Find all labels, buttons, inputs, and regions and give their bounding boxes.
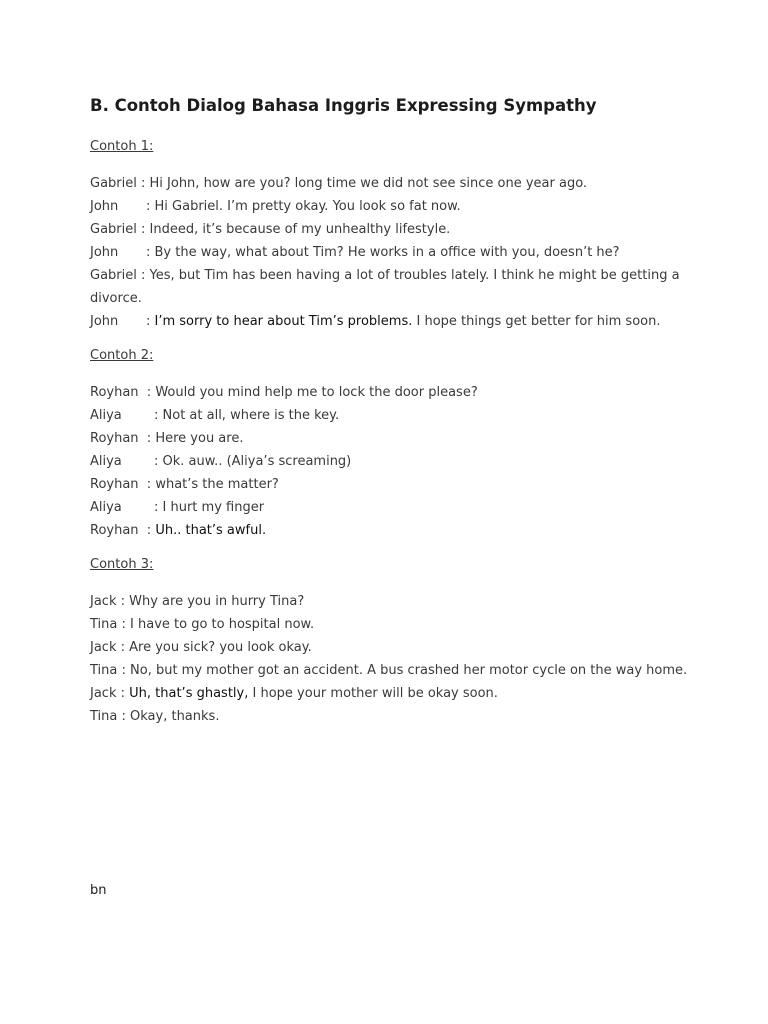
example-heading-3: Contoh 3:: [90, 557, 154, 572]
separator: :: [146, 199, 155, 214]
speaker-name: Royhan: [90, 477, 139, 492]
dialog-line: [90, 659, 690, 682]
separator: :: [117, 617, 131, 632]
dialog-line: [90, 381, 690, 404]
dialog-line: [90, 496, 690, 519]
dialog-text: No, but my mother got an accident. A bus crashed her motor cycle on the way home.: [130, 663, 688, 678]
dialog-line: [90, 195, 690, 218]
speaker-name: Jack: [90, 686, 117, 701]
speaker-name: Tina: [90, 617, 118, 632]
separator: :: [116, 640, 130, 655]
dialog-line: [90, 473, 690, 496]
document-title: B. Contoh Dialog Bahasa Inggris Expressing Sympathy: [90, 96, 597, 115]
dialog-text: Ok. auw.. (Aliya’s screaming): [162, 454, 352, 469]
dialog-line: [90, 172, 690, 195]
dialog-line: [90, 218, 690, 241]
document-content: [90, 94, 690, 740]
dialog-text: Are you sick? you look okay.: [129, 640, 312, 655]
separator: :: [154, 454, 163, 469]
dialog-2: [90, 381, 690, 542]
speaker-name: Aliya: [90, 500, 122, 515]
speaker-name: Royhan: [90, 431, 139, 446]
separator: :: [138, 477, 156, 492]
dialog-line: [90, 519, 690, 542]
dialog-line: [90, 264, 690, 310]
separator: :: [138, 523, 156, 538]
dialog-line: [90, 705, 690, 728]
dialog-1: [90, 172, 690, 333]
dialog-text: Yes, but Tim has been having a lot of troubles lately. I think he might be getting a divorce.: [90, 268, 680, 306]
dialog-text: Hi Gabriel. I’m pretty okay. You look so fat now.: [154, 199, 461, 214]
speaker-name: Royhan: [90, 523, 139, 538]
dialog-line: [90, 636, 690, 659]
dialog-text: Indeed, it’s because of my unhealthy lifestyle.: [149, 222, 451, 237]
dialog-text: Not at all, where is the key.: [162, 408, 340, 423]
separator: :: [136, 268, 150, 283]
separator: :: [154, 500, 163, 515]
dialog-text: By the way, what about Tim? He works in a office with you, doesn’t he?: [154, 245, 620, 260]
dialog-3: [90, 590, 690, 728]
speaker-name: Jack: [90, 594, 117, 609]
dialog-line: [90, 613, 690, 636]
dialog-line: [90, 427, 690, 450]
dialog-text: Here you are.: [155, 431, 244, 446]
dialog-text: I have to go to hospital now.: [130, 617, 315, 632]
dialog-line: [90, 682, 690, 705]
separator: :: [117, 709, 131, 724]
dialog-text: I hope things get better for him soon.: [412, 314, 661, 329]
dialog-line: [90, 450, 690, 473]
speaker-name: John: [90, 245, 119, 260]
separator: :: [136, 176, 150, 191]
dialog-text: Hi John, how are you? long time we did not see since one year ago.: [149, 176, 588, 191]
separator: :: [138, 385, 156, 400]
speaker-name: Tina: [90, 663, 118, 678]
example-heading-2: Contoh 2:: [90, 348, 154, 363]
speaker-name: Aliya: [90, 454, 122, 469]
dialog-line: [90, 404, 690, 427]
speaker-name: John: [90, 314, 119, 329]
separator: :: [138, 431, 156, 446]
separator: :: [146, 314, 155, 329]
speaker-name: Gabriel: [90, 268, 137, 283]
dialog-text: Would you mind help me to lock the door please?: [155, 385, 478, 400]
dialog-text: I hope your mother will be okay soon.: [248, 686, 498, 701]
separator: :: [116, 594, 130, 609]
sympathy-expression: I’m sorry to hear about Tim’s problems.: [154, 314, 413, 329]
dialog-line: [90, 241, 690, 264]
sympathy-expression: Uh, that’s ghastly,: [129, 686, 249, 701]
speaker-name: Gabriel: [90, 176, 137, 191]
dialog-line: [90, 590, 690, 613]
dialog-line: [90, 310, 690, 333]
separator: :: [146, 245, 155, 260]
dialog-text: Okay, thanks.: [130, 709, 220, 724]
speaker-name: Gabriel: [90, 222, 137, 237]
sympathy-expression: Uh.. that’s awful.: [155, 523, 267, 538]
example-heading-1: Contoh 1:: [90, 139, 154, 154]
separator: :: [116, 686, 130, 701]
speaker-name: Jack: [90, 640, 117, 655]
speaker-name: Aliya: [90, 408, 122, 423]
footer-text: bn: [90, 883, 107, 898]
separator: :: [117, 663, 131, 678]
separator: :: [154, 408, 163, 423]
dialog-text: Why are you in hurry Tina?: [129, 594, 305, 609]
speaker-name: Tina: [90, 709, 118, 724]
speaker-name: Royhan: [90, 385, 139, 400]
separator: :: [136, 222, 150, 237]
speaker-name: John: [90, 199, 119, 214]
dialog-text: I hurt my finger: [162, 500, 265, 515]
dialog-text: what’s the matter?: [155, 477, 279, 492]
